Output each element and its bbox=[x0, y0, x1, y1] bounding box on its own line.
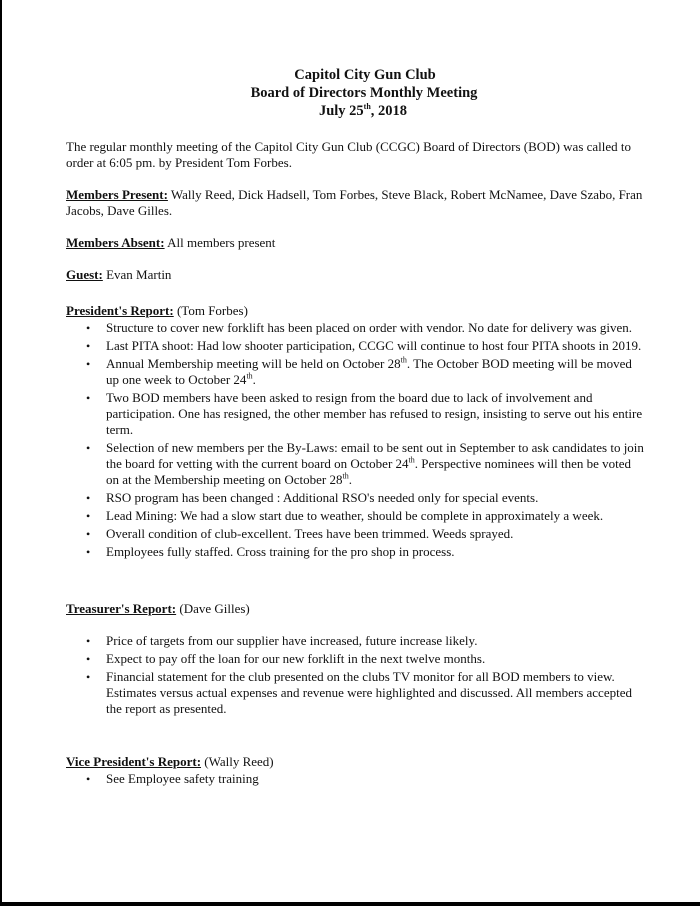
members-present-text: Wally Reed, Dick Hadsell, Tom Forbes, Steve Black, Robert McNamee, Dave Szabo, Fran Jacobs, Dave Gilles. bbox=[66, 187, 643, 218]
members-present-section bbox=[66, 187, 646, 219]
vice-president-report-section bbox=[66, 754, 646, 789]
list-item: • Two BOD members have been asked to resign from the board due to lack of involvement and participation. One has resigned, the other member has refused to resign, insisting to serve out his entire term. bbox=[66, 390, 646, 438]
vice-president-name: (Wally Reed) bbox=[201, 754, 274, 769]
guest-text: Evan Martin bbox=[102, 267, 172, 282]
document-header bbox=[0, 66, 700, 120]
president-name: (Tom Forbes) bbox=[173, 303, 248, 318]
list-item: • Price of targets from our supplier have increased, future increase likely. bbox=[66, 633, 646, 649]
list-item: • Financial statement for the club presented on the clubs TV monitor for all BOD members to view. Estimates versus actual expenses and revenue were highlighted and discussed. All members accepted the report as presented. bbox=[66, 669, 646, 717]
list-item: • Overall condition of club-excellent. Trees have been trimmed. Weeds sprayed. bbox=[66, 526, 646, 542]
members-absent-label: Members Absent: bbox=[66, 235, 165, 250]
president-report-section bbox=[66, 303, 646, 562]
meeting-title: Board of Directors Monthly Meeting bbox=[250, 85, 478, 101]
treasurer-report-list bbox=[66, 633, 646, 717]
list-item: • Expect to pay off the loan for our new forklift in the next twelve months. bbox=[66, 651, 646, 667]
president-report-label: President's Report: bbox=[66, 303, 174, 318]
treasurer-report-section bbox=[66, 601, 646, 719]
club-name-title: Capitol City Gun Club bbox=[294, 67, 436, 83]
vice-president-report-list bbox=[66, 771, 646, 787]
treasurer-report-label: Treasurer's Report: bbox=[66, 601, 177, 616]
list-item: • See Employee safety training bbox=[66, 771, 646, 787]
list-item: • Structure to cover new forklift has been placed on order with vendor. No date for delivery was given. bbox=[66, 320, 646, 336]
guest-label: Guest: bbox=[66, 267, 103, 282]
intro-paragraph: The regular monthly meeting of the Capitol City Gun Club (CCGC) Board of Directors (BOD) was called to order at 6:05 pm. by President Tom Forbes. bbox=[66, 139, 632, 170]
vice-president-report-label: Vice President's Report: bbox=[66, 754, 202, 769]
list-item: • RSO program has been changed : Additional RSO's needed only for special events. bbox=[66, 490, 646, 506]
list-item: • Annual Membership meeting will be held on October 28th. The October BOD meeting will be moved up one week to October 24th. bbox=[66, 356, 646, 388]
members-absent-section bbox=[66, 235, 646, 251]
members-absent-text: All members present bbox=[164, 235, 276, 250]
guest-section bbox=[66, 267, 646, 283]
list-item: • Last PITA shoot: Had low shooter participation, CCGC will continue to host four PITA shoots in 2019. bbox=[66, 338, 646, 354]
list-item: • Selection of new members per the By-Laws: email to be sent out in September to ask candidates to join the board for vetting with the current board on October 24th. Perspective nominees will then be voted on at the Membership meeting on October 28th. bbox=[66, 440, 646, 488]
treasurer-name: (Dave Gilles) bbox=[176, 601, 250, 616]
members-present-label: Members Present: bbox=[66, 187, 168, 202]
list-item: • Lead Mining: We had a slow start due to weather, should be complete in approximately a week. bbox=[66, 508, 646, 524]
meeting-date: July 25th, 2018 bbox=[318, 102, 408, 119]
scan-bottom-edge bbox=[0, 902, 700, 906]
list-item: • Employees fully staffed. Cross training for the pro shop in process. bbox=[66, 544, 646, 560]
scan-left-edge bbox=[0, 0, 2, 906]
president-report-list bbox=[66, 320, 646, 560]
